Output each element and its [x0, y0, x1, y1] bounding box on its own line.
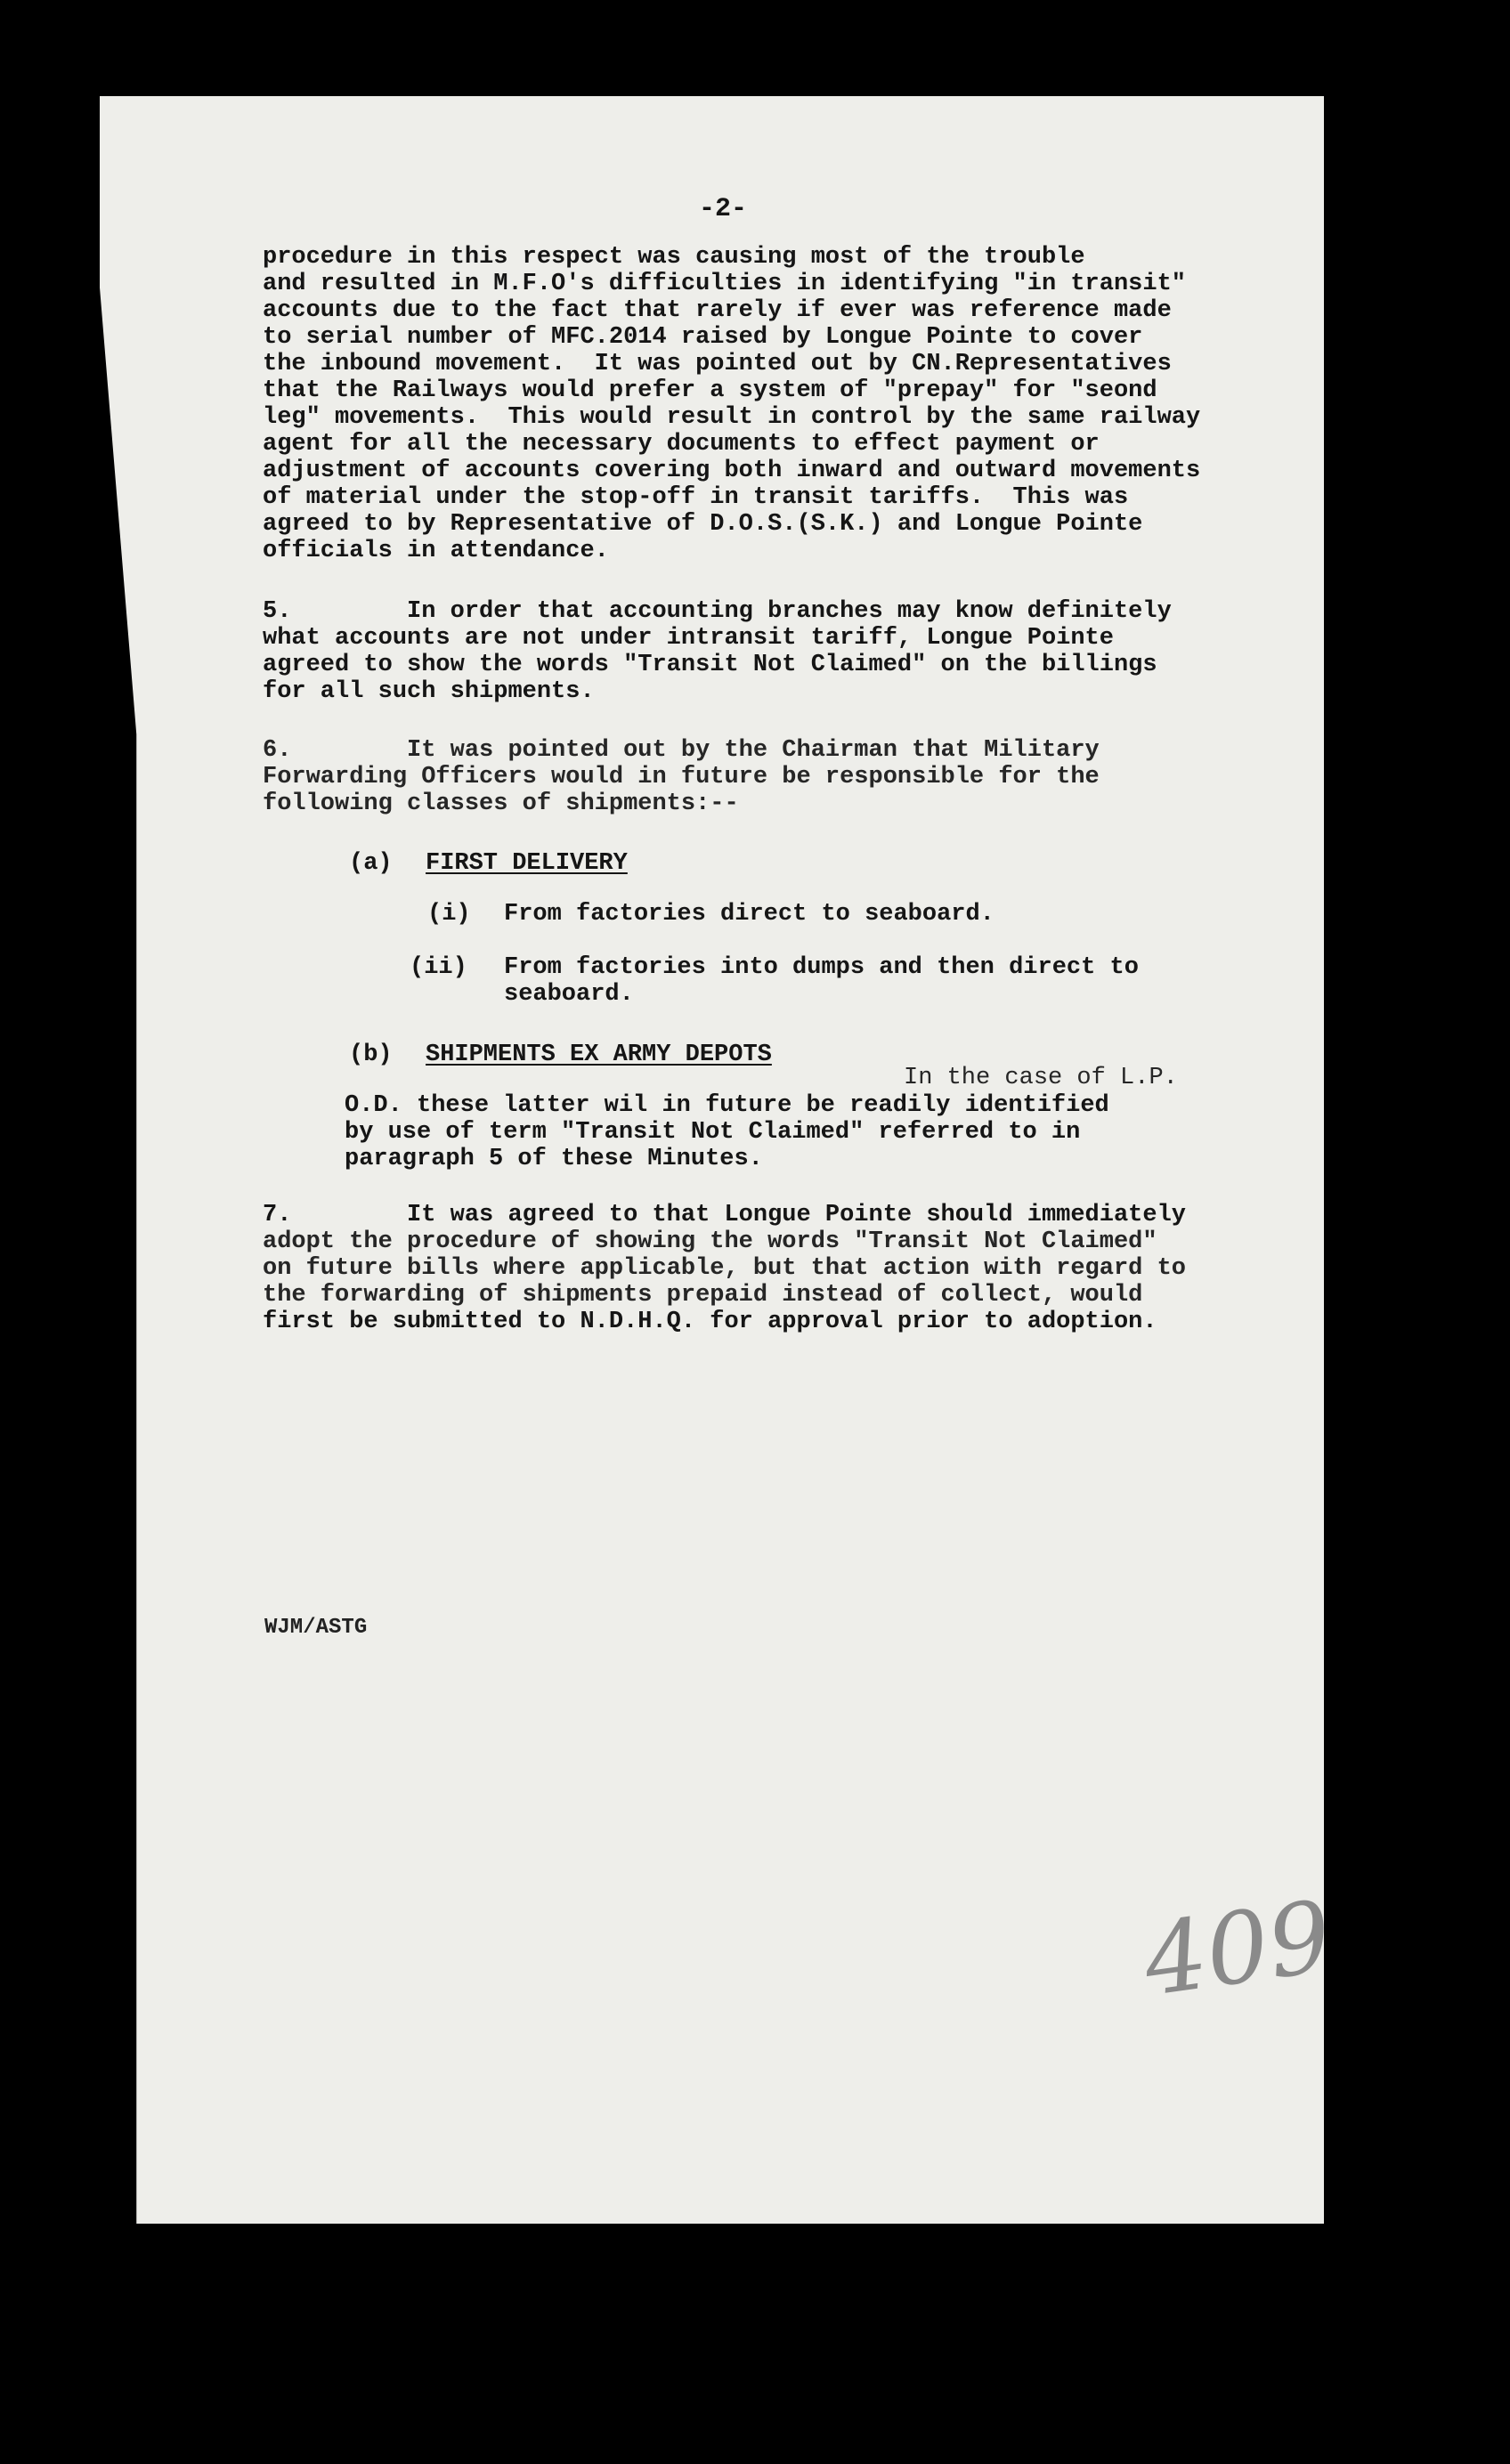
reference-initials: WJM/ASTG: [264, 1616, 368, 1640]
sub-item-text: seaboard.: [504, 981, 634, 1008]
text-line: following classes of shipments:--: [263, 790, 739, 817]
text-line: 6. It was pointed out by the Chairman that Military: [263, 737, 1100, 764]
text-line: officials in attendance.: [263, 538, 609, 564]
item-text: by use of term "Transit Not Claimed" referred to in: [345, 1119, 1081, 1146]
item-text: paragraph 5 of these Minutes.: [345, 1146, 763, 1172]
item-marker: (b): [349, 1042, 393, 1068]
text-line: Forwarding Officers would in future be responsible for the: [263, 764, 1100, 790]
text-line: first be submitted to N.D.H.Q. for approval prior to adoption.: [263, 1309, 1157, 1335]
text-line: procedure in this respect was causing most of the trouble: [263, 244, 1085, 271]
item-text: O.D. these latter wil in future be readily identified: [345, 1092, 1109, 1119]
item-heading: SHIPMENTS EX ARMY DEPOTS: [426, 1042, 772, 1068]
sub-item-marker: (i): [427, 901, 471, 928]
item-heading: FIRST DELIVERY: [426, 850, 628, 877]
text-line: adjustment of accounts covering both inward and outward movements: [263, 458, 1201, 484]
sub-item-marker: (ii): [410, 954, 467, 981]
handwritten-page-note: 409: [1137, 1879, 1338, 2018]
text-line: 5. In order that accounting branches may know definitely: [263, 598, 1172, 625]
item-marker: (a): [349, 850, 393, 877]
text-line: the inbound movement. It was pointed out by CN.Representatives: [263, 351, 1172, 377]
text-line: accounts due to the fact that rarely if ever was reference made: [263, 297, 1172, 324]
text-line: what accounts are not under intransit tariff, Longue Pointe: [263, 625, 1114, 652]
item-text: In the case of L.P.: [904, 1065, 1178, 1091]
sub-item-text: From factories direct to seaboard.: [504, 901, 994, 928]
sub-item-text: From factories into dumps and then direct to: [504, 954, 1139, 981]
text-line: to serial number of MFC.2014 raised by Longue Pointe to cover: [263, 324, 1143, 351]
text-line: the forwarding of shipments prepaid instead of collect, would: [263, 1282, 1143, 1309]
text-line: and resulted in M.F.O's difficulties in identifying "in transit": [263, 271, 1186, 297]
text-line: for all such shipments.: [263, 678, 595, 705]
text-line: of material under the stop-off in transit tariffs. This was: [263, 484, 1129, 511]
text-line: agreed to show the words "Transit Not Claimed" on the billings: [263, 652, 1157, 678]
text-line: adopt the procedure of showing the words "Transit Not Claimed": [263, 1228, 1157, 1255]
text-line: leg" movements. This would result in control by the same railway: [263, 404, 1201, 431]
text-line: 7. It was agreed to that Longue Pointe should immediately: [263, 1202, 1186, 1228]
page-number: -2-: [699, 194, 748, 224]
text-line: that the Railways would prefer a system of "prepay" for "seond: [263, 377, 1157, 404]
text-line: agreed to by Representative of D.O.S.(S.K.) and Longue Pointe: [263, 511, 1143, 538]
text-line: on future bills where applicable, but that action with regard to: [263, 1255, 1186, 1282]
text-line: agent for all the necessary documents to effect payment or: [263, 431, 1100, 458]
